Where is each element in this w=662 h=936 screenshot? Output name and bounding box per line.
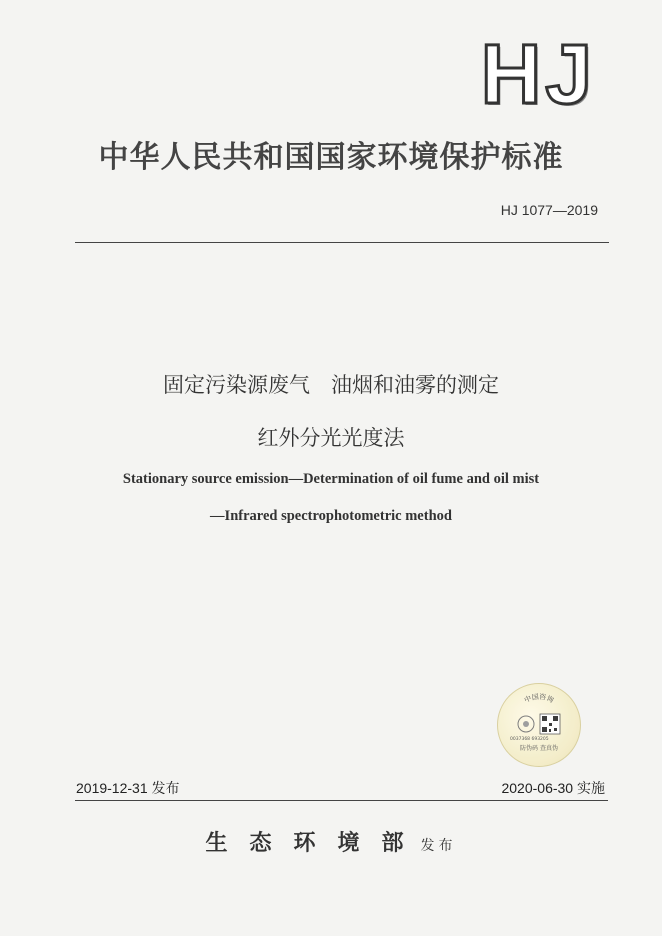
hj-logo: HJ bbox=[480, 27, 596, 121]
seal-graphic bbox=[498, 684, 580, 766]
standard-number: HJ 1077—2019 bbox=[500, 202, 598, 218]
seal-top-text: 中国咨询 bbox=[523, 692, 555, 705]
publisher-line bbox=[0, 826, 662, 857]
top-divider bbox=[75, 242, 609, 243]
implementation-date: 2020-06-30 实施 bbox=[501, 780, 605, 796]
anti-counterfeit-seal bbox=[497, 683, 581, 767]
chinese-title-line-1: 固定污染源废气 油烟和油雾的测定 bbox=[163, 373, 499, 397]
seal-emblem-icon bbox=[518, 716, 534, 732]
seal-id-text: 0037368 693205 bbox=[510, 737, 549, 742]
seal-bottom-text: 防伪码 查真伪 bbox=[520, 745, 558, 752]
chinese-title-line-2: 红外分光光度法 bbox=[257, 426, 405, 450]
publisher-name: 生态环境部 bbox=[205, 830, 426, 856]
bottom-divider bbox=[75, 800, 608, 801]
publisher-issued-label: 发布 bbox=[420, 838, 457, 854]
issue-date: 2019-12-31 发布 bbox=[76, 780, 180, 796]
standard-series-title: 中华人民共和国国家环境保护标准 bbox=[98, 140, 564, 175]
qr-code-icon bbox=[540, 714, 560, 734]
english-title-line-2: —Infrared spectrophotometric method bbox=[210, 508, 452, 524]
svg-text:中国咨询 bbox=[523, 692, 556, 705]
english-title-line-1: Stationary source emission—Determination of oil fume and oil mist bbox=[122, 471, 540, 487]
